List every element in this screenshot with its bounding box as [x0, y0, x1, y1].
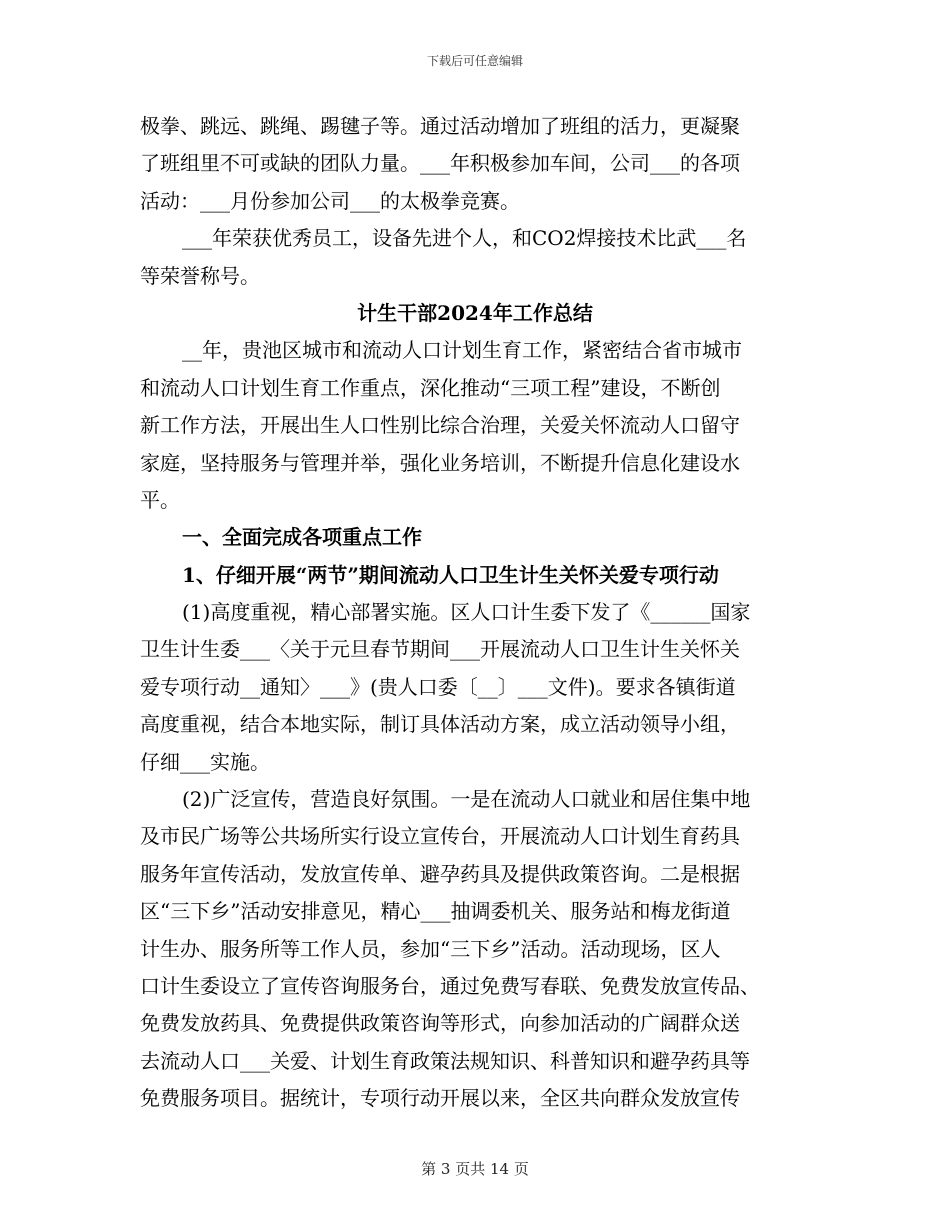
body-line: 等荣誉称号。 [140, 263, 260, 288]
page-header: 下载后可任意编辑 [426, 54, 523, 68]
body-line: __年，贵池区城市和流动人口计划生育工作，紧密结合省市城市 [182, 338, 742, 363]
body-line: 极拳、跳远、跳绳、踢毽子等。通过活动增加了班组的活力，更凝聚 [140, 114, 740, 138]
body-line: 活动：___月份参加公司___的太极拳竞赛。 [140, 188, 520, 213]
heading-level-1: 一、全面完成各项重点工作 [182, 525, 422, 550]
body-line: 了班组里不可或缺的团队力量。___年积极参加车间，公司___的各项 [140, 151, 740, 176]
page-footer: 第 3 页共 14 页 [421, 1160, 529, 1178]
body-line: 新工作方法，开展出生人口性别比综合治理，关爱关怀流动人口留守 [140, 413, 740, 438]
body-line: 卫生计生委___〈关于元旦春节期间___开展流动人口卫生计生关怀关 [140, 637, 740, 662]
body-line: 口计生委设立了宣传咨询服务台，通过免费写春联、免费发放宣传品、 [140, 973, 760, 998]
body-line: 及市民广场等公共场所实行设立宣传台，开展流动人口计划生育药具 [140, 824, 740, 849]
body-line: 计生办、服务所等工作人员，参加“三下乡”活动。活动现场，区人 [140, 936, 721, 961]
document-body [140, 108, 810, 1118]
body-line: 高度重视，结合本地实际，制订具体活动方案，成立活动领导小组， [140, 712, 740, 737]
body-line: 去流动人口___关爱、计划生育政策法规知识、科普知识和避孕药具等 [140, 1048, 750, 1073]
body-line: (2)广泛宣传，营造良好氛围。一是在流动人口就业和居住集中地 [182, 787, 751, 812]
body-line: 免费发放药具、免费提供政策咨询等形式，向参加活动的广阔群众送 [140, 1011, 740, 1036]
body-line: ___年荣获优秀员工，设备先进个人，和CO2焊接技术比武___名 [182, 226, 747, 251]
body-line: 免费服务项目。据统计，专项行动开展以来，全区共向群众发放宣传 [140, 1086, 740, 1111]
body-line: 家庭，坚持服务与管理并举，强化业务培训，不断提升信息化建设水 [140, 450, 740, 475]
body-line: 爱专项行动__通知〉___》(贵人口委〔__〕___文件)。要求各镇街道 [140, 674, 736, 699]
body-line: 平。 [140, 487, 180, 512]
section-title: 计生干部2024年工作总结 [357, 300, 593, 325]
body-line: 和流动人口计划生育工作重点，深化推动“三项工程”建设，不断创 [140, 375, 721, 400]
body-line: 仔细___实施。 [140, 749, 270, 774]
body-line: (1)高度重视，精心部署实施。区人口计生委下发了《______国家 [182, 600, 751, 625]
heading-level-2: 1、仔细开展“两节”期间流动人口卫生计生关怀关爱专项行动 [182, 562, 719, 587]
body-line: 服务年宣传活动，发放宣传单、避孕药具及提供政策咨询。二是根据 [140, 861, 740, 886]
body-line: 区“三下乡”活动安排意见，精心___抽调委机关、服务站和梅龙街道 [140, 899, 731, 924]
